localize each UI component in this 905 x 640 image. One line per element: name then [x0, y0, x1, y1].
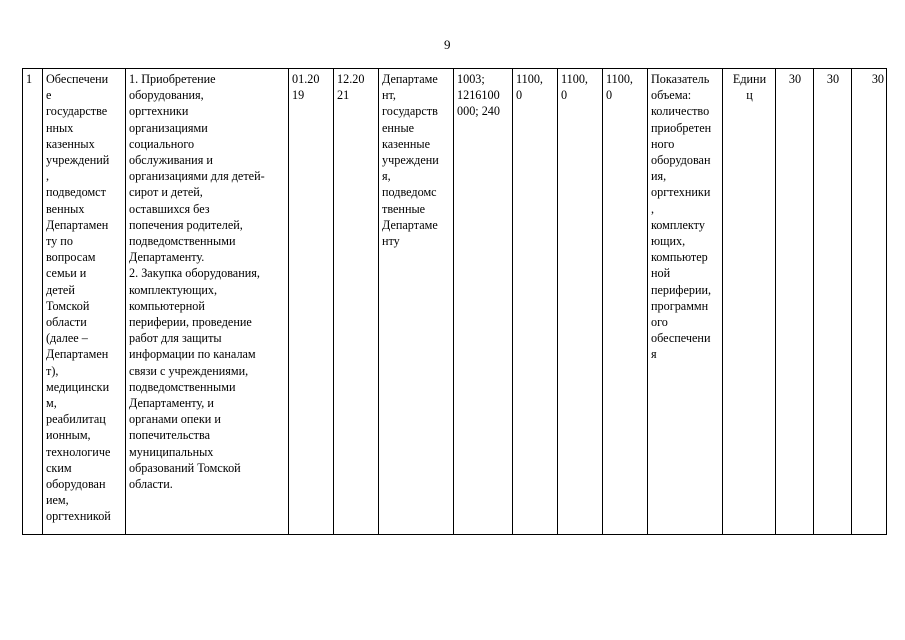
- cell-measures: 1. Приобретение оборудования, оргтехники организациями социального обслуживания и организациями для детей- сирот и детей, оставшихся без попечения родителей, подведомственными Департаменту. 2. Закупка оборудования, комплектующих, компьютерной периферии, проведение работ для защиты информации по каналам связи с учреждениями, подведомственными Департаменту, и органами опеки и попечительства муниципальных образований Томской области.: [126, 69, 289, 535]
- cell-task: Обеспечени е государстве нных казенных учреждений , подведомст венных Департамен ту по вопросам семьи и детей Томской области (далее – Департамен т), медицински м, реабилитац ионным, технологиче ским оборудован ием, оргтехникой: [43, 69, 126, 535]
- cell-value-2: 30: [814, 69, 852, 535]
- cell-end-date: 12.20 21: [334, 69, 379, 535]
- page-number: 9: [444, 37, 451, 52]
- cell-unit: Едини ц: [723, 69, 776, 535]
- table-row: [23, 69, 887, 535]
- cell-value-1: 30: [776, 69, 814, 535]
- cell-executor: Департаме нт, государств енные казенные учреждени я, подведомс твенные Департаме нту: [379, 69, 454, 535]
- cell-row-number: 1: [23, 69, 43, 535]
- cell-start-date: 01.20 19: [289, 69, 334, 535]
- cell-value-3: 30: [852, 69, 887, 535]
- cell-amount-1: 1100, 0: [513, 69, 558, 535]
- cell-budget-codes: 1003; 1216100 000; 240: [454, 69, 513, 535]
- cell-amount-2: 1100, 0: [558, 69, 603, 535]
- program-table: [22, 68, 887, 535]
- cell-indicator: Показатель объема: количество приобретен ного оборудован ия, оргтехники , комплекту ющих, компьютер ной периферии, программн ого обеспечени я: [648, 69, 723, 535]
- cell-amount-3: 1100, 0: [603, 69, 648, 535]
